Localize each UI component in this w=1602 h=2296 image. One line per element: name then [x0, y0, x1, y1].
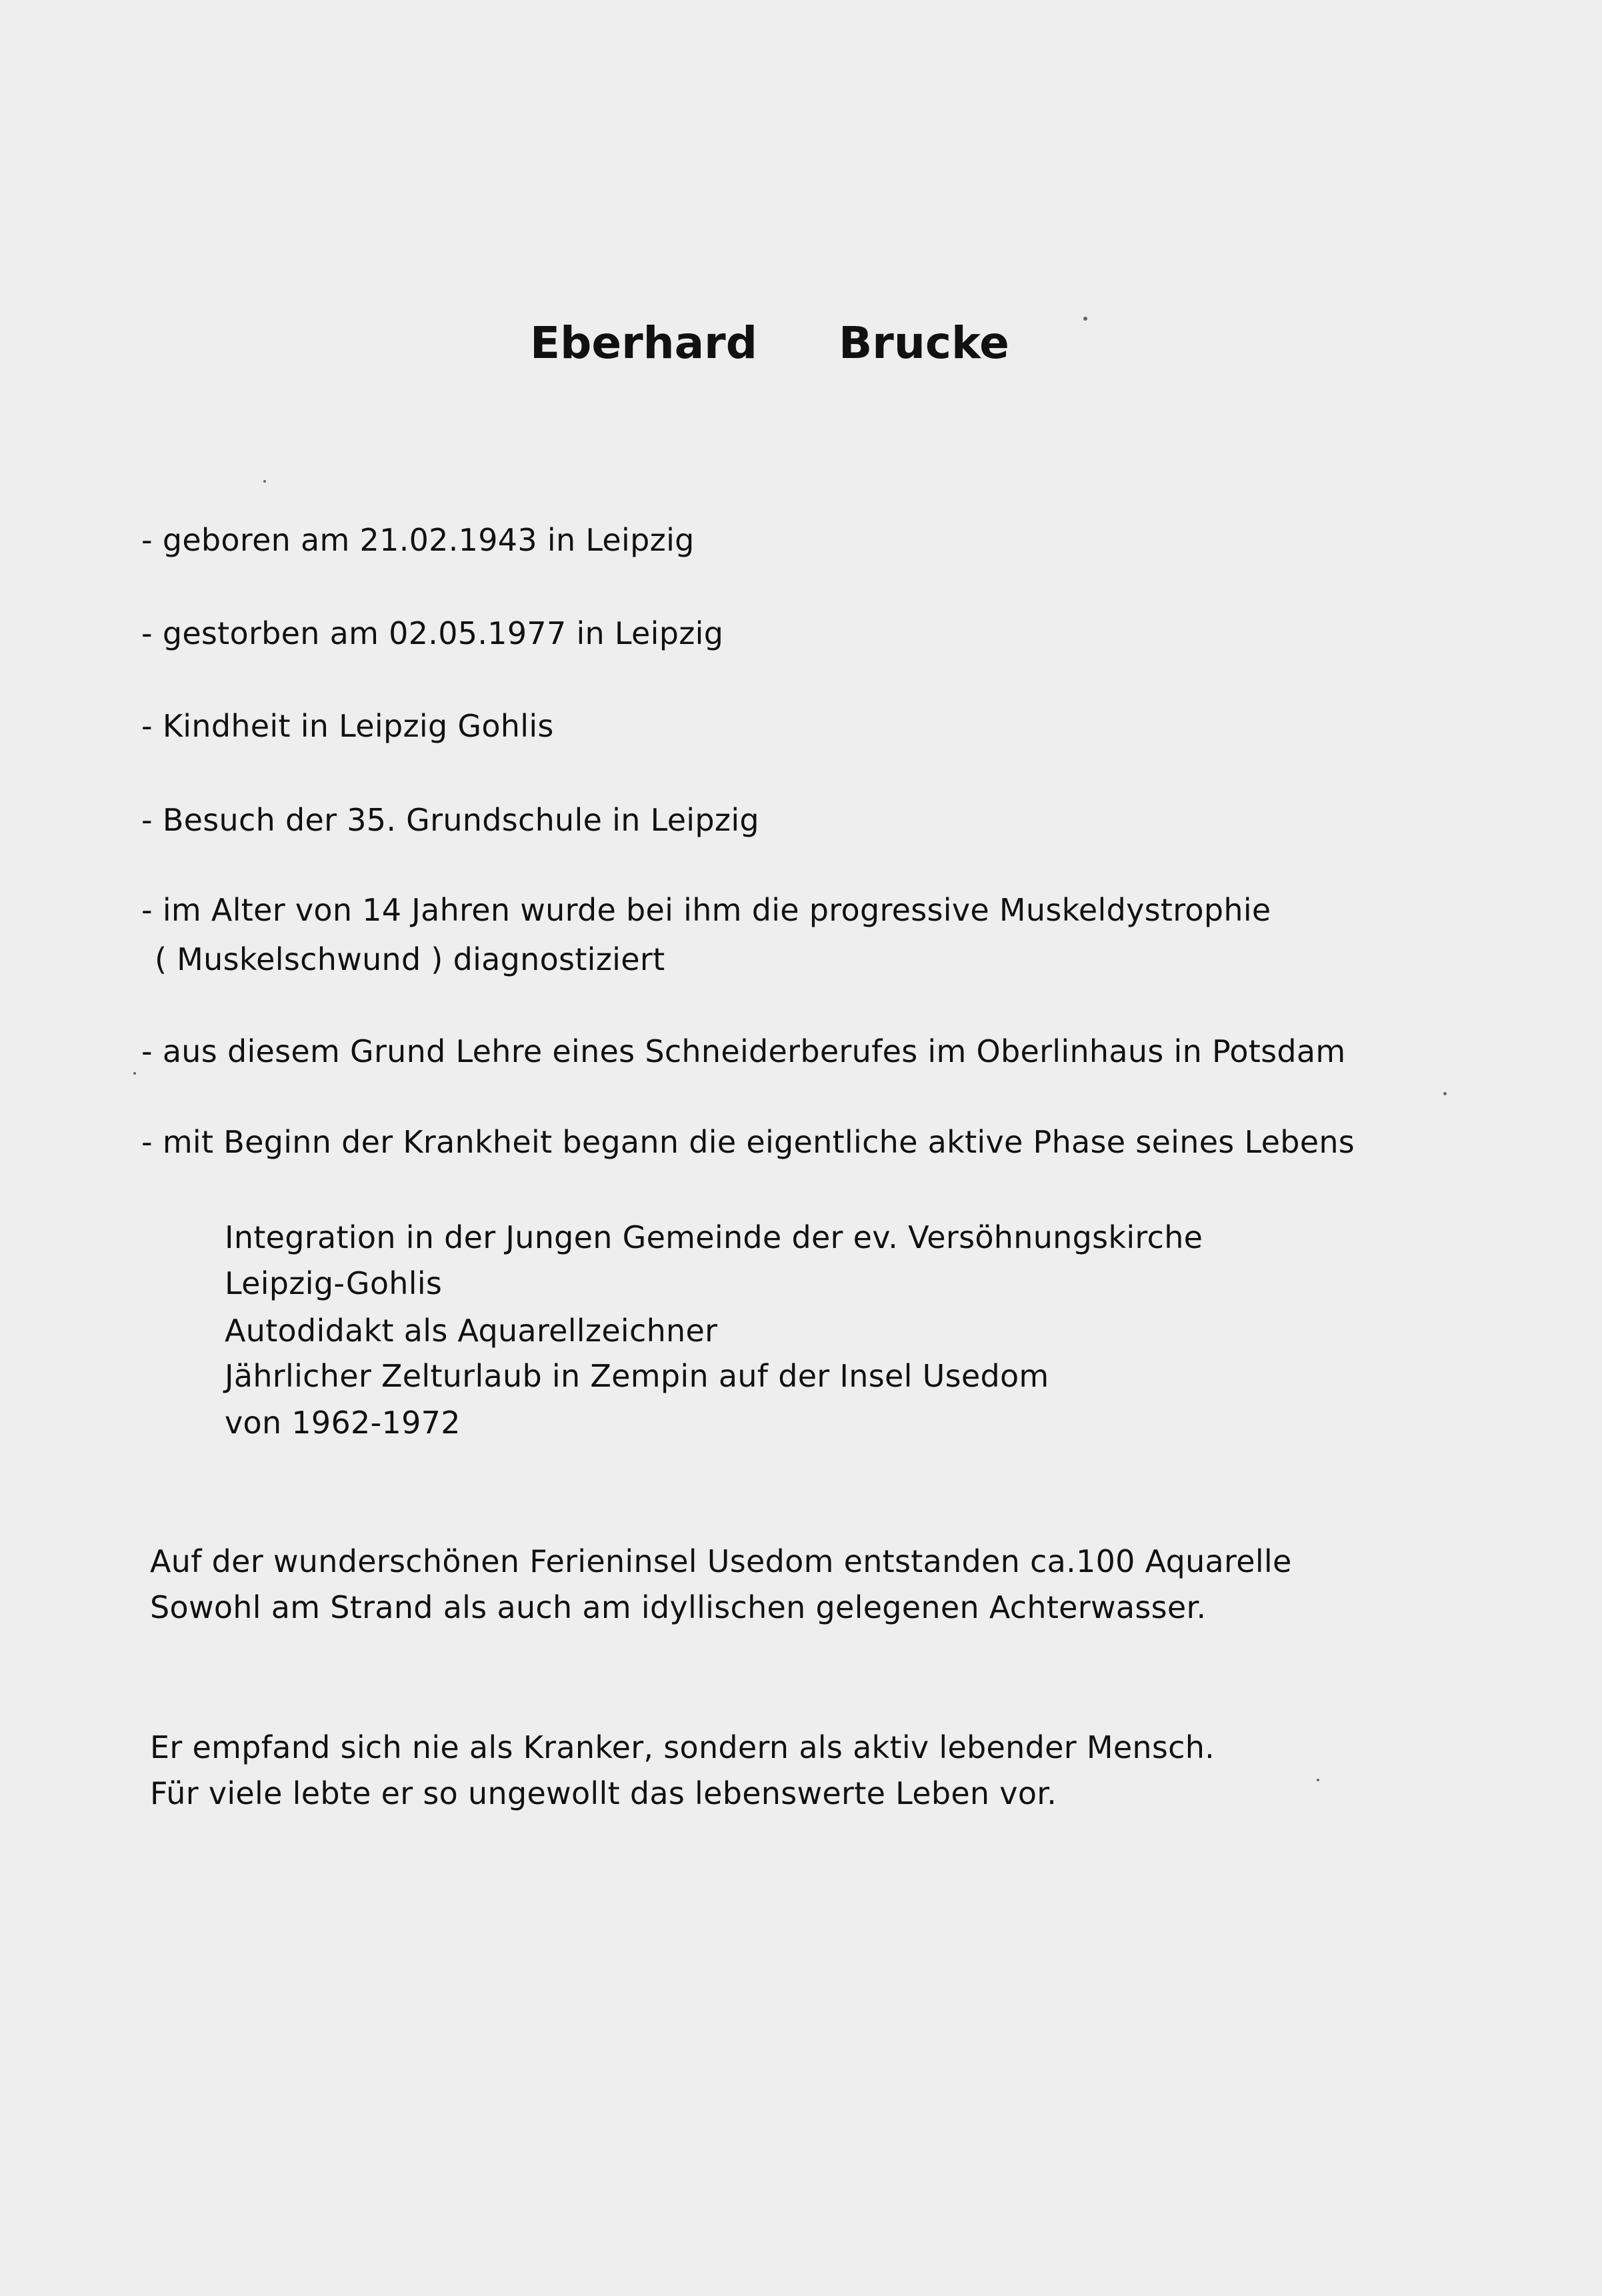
- page-title: [0, 313, 1602, 373]
- usedom-paragraph-line: Sowohl am Strand als auch am idyllischen gelegenen Achterwasser.: [150, 1589, 1207, 1625]
- fact-active-phase: - mit Beginn der Krankheit begann die eigentliche aktive Phase seines Lebens: [141, 1124, 1355, 1160]
- fact-childhood: - Kindheit in Leipzig Gohlis: [141, 708, 554, 744]
- activity-line: Jährlicher Zelturlaub in Zempin auf der Insel Usedom: [225, 1358, 1049, 1394]
- title-first-name: Eberhard: [530, 317, 757, 369]
- closing-paragraph-line: Für viele lebte er so ungewollt das lebenswerte Leben vor.: [150, 1775, 1057, 1811]
- paper-speck: [263, 480, 266, 483]
- usedom-paragraph-line: Auf der wunderschönen Ferieninsel Usedom entstanden ca.100 Aquarelle: [150, 1543, 1292, 1579]
- activity-line: Leipzig-Gohlis: [225, 1265, 443, 1301]
- activity-line: Autodidakt als Aquarellzeichner: [225, 1313, 718, 1349]
- fact-diagnosis: - im Alter von 14 Jahren wurde bei ihm die progressive Muskeldystrophie: [141, 892, 1271, 928]
- paper-speck: [133, 1072, 136, 1075]
- paper-speck: [1317, 1779, 1319, 1781]
- paper-speck: [1443, 1092, 1447, 1095]
- activity-line: von 1962-1972: [225, 1405, 461, 1441]
- title-last-name: Brucke: [839, 317, 1009, 369]
- fact-school: - Besuch der 35. Grundschule in Leipzig: [141, 802, 759, 838]
- fact-death: - gestorben am 02.05.1977 in Leipzig: [141, 615, 724, 651]
- closing-paragraph-line: Er empfand sich nie als Kranker, sondern als aktiv lebender Mensch.: [150, 1729, 1215, 1765]
- fact-diagnosis-continued: ( Muskelschwund ) diagnostiziert: [155, 941, 665, 977]
- fact-apprenticeship: - aus diesem Grund Lehre eines Schneiderberufes im Oberlinhaus in Potsdam: [141, 1033, 1346, 1069]
- activity-line: Integration in der Jungen Gemeinde der ev. Versöhnungskirche: [225, 1219, 1203, 1255]
- fact-birth: - geboren am 21.02.1943 in Leipzig: [141, 522, 695, 558]
